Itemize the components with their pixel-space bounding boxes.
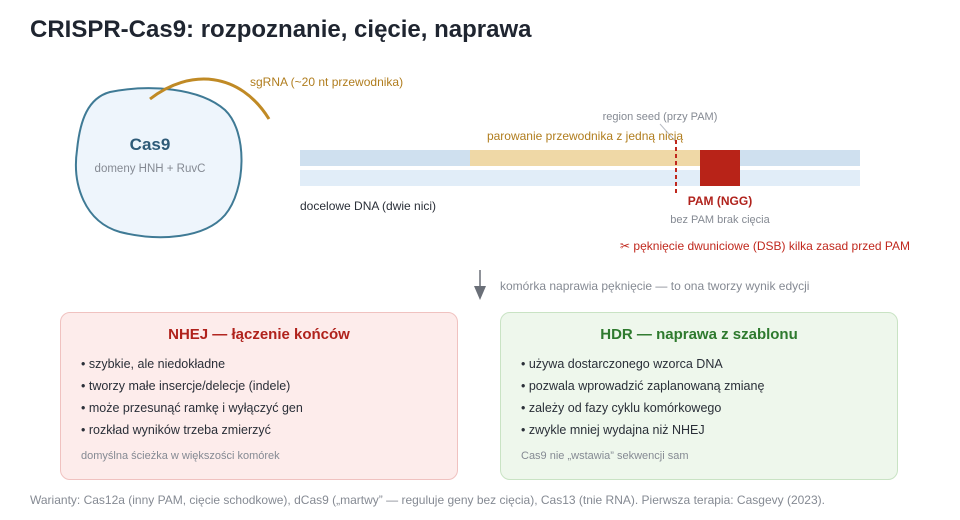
dna-lower-strand xyxy=(300,170,860,186)
nhej-list xyxy=(81,353,303,441)
cas9-name: Cas9 xyxy=(129,135,171,154)
footer-note: Warianty: Cas12a (inny PAM, cięcie schodkowe), dCas9 („martwy” — reguluje geny bez cięcia), Cas13 (tnie RNA). Pierwsza terapia: Casgevy (2023). xyxy=(30,493,825,507)
hdr-note: Cas9 nie „wstawia” sekwencji sam xyxy=(521,450,689,462)
repair-arrow-label: komórka naprawia pęknięcie — to ona tworzy wynik edycji xyxy=(500,279,810,293)
pairing-label: parowanie przewodnika z jedną nicią xyxy=(486,129,684,143)
nhej-panel xyxy=(60,312,458,480)
list-item: • może przesunąć ramkę i wyłączyć gen xyxy=(81,397,303,419)
list-item: • rozkład wyników trzeba zmierzyć xyxy=(81,419,303,441)
dsb-label: ✂ pęknięcie dwuniciowe (DSB) kilka zasad przed PAM xyxy=(620,239,910,253)
list-item: • pozwala wprowadzić zaplanowaną zmianę xyxy=(521,375,764,397)
list-item: • zwykle mniej wydajna niż NHEJ xyxy=(521,419,764,441)
guide-pairing-region xyxy=(470,150,700,166)
page-title: CRISPR-Cas9: rozpoznanie, cięcie, naprawa xyxy=(30,16,532,43)
list-item: • tworzy małe insercje/delecje (indele) xyxy=(81,375,303,397)
repair-arrow-icon xyxy=(474,286,486,300)
pam-site xyxy=(700,150,740,186)
seed-region-label: region seed (przy PAM) xyxy=(602,111,718,123)
list-item: • używa dostarczonego wzorca DNA xyxy=(521,353,764,375)
list-item: • szybkie, ale niedokładne xyxy=(81,353,303,375)
nhej-note: domyślna ścieżka w większości komórek xyxy=(81,450,280,462)
pam-note: bez PAM brak cięcia xyxy=(670,214,770,226)
pam-label: PAM (NGG) xyxy=(687,194,753,208)
nhej-title: NHEJ — łączenie końców xyxy=(168,326,350,343)
sgrna-label: sgRNA (~20 nt przewodnika) xyxy=(250,75,404,89)
cas9-domains: domeny HNH + RuvC xyxy=(94,163,206,175)
hdr-title: HDR — naprawa z szablonu xyxy=(600,326,798,343)
list-item: • zależy od fazy cyklu komórkowego xyxy=(521,397,764,419)
hdr-panel xyxy=(500,312,898,480)
hdr-list xyxy=(521,353,764,441)
dna-label: docelowe DNA (dwie nici) xyxy=(300,199,437,213)
